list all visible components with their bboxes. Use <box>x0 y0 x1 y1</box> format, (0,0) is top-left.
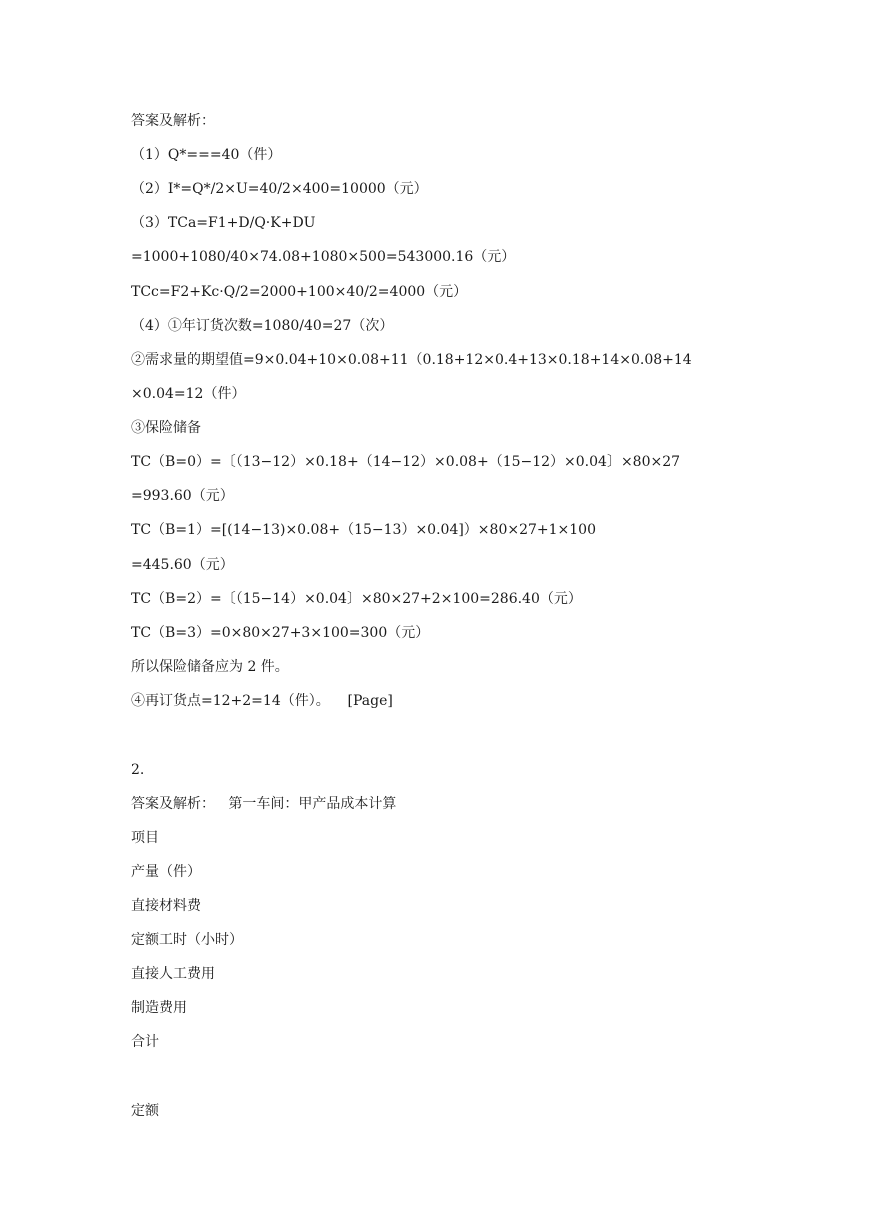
table-label-output: 产量（件） <box>131 864 201 880</box>
table-label-direct-labor: 直接人工费用 <box>131 966 215 982</box>
answer-heading-2: 答案及解析： 第一车间：甲产品成本计算 <box>131 796 397 812</box>
answer-line-conclusion: 所以保险储备应为 2 件。 <box>131 659 289 675</box>
answer-heading-1: 答案及解析： <box>131 113 215 129</box>
answer-line-tc-b1-result: =445.60（元） <box>131 557 234 573</box>
answer-line-order-count: （4）①年订货次数=1080/40=27（次） <box>131 318 394 334</box>
answer-line-tc-b0-result: =993.60（元） <box>131 488 234 504</box>
table-label-overhead: 制造费用 <box>131 1000 187 1016</box>
answer-line-tc-b2: TC（B=2）=〔（15−14）×0.04〕×80×27+2×100=286.40（元） <box>131 591 582 607</box>
answer-line-tca-formula: （3）TCa=F1+D/Q·K+DU <box>131 215 316 231</box>
answer-line-safety-stock: ③保险储备 <box>131 420 201 436</box>
question-number-2: 2. <box>131 762 145 778</box>
answer-line-i-star: （2）I*=Q*/2×U=40/2×400=10000（元） <box>131 181 428 197</box>
answer-line-reorder-point: ④再订货点=12+2=14（件）。 [Page] <box>131 693 393 709</box>
table-label-direct-material: 直接材料费 <box>131 898 201 914</box>
answer-line-tc-b1: TC（B=1）=[(14−13)×0.08+（15−13）×0.04]）×80×27+1×100 <box>131 522 596 538</box>
answer-line-expected-demand: ②需求量的期望值=9×0.04+10×0.08+11（0.18+12×0.4+13×0.18+14×0.08+14 <box>131 352 692 368</box>
answer-line-tc-b3: TC（B=3）=0×80×27+3×100=300（元） <box>131 625 430 641</box>
answer-line-tca-result: =1000+1080/40×74.08+1080×500=543000.16（元） <box>131 249 516 265</box>
answer-line-tc-b0: TC（B=0）=〔（13−12）×0.18+（14−12）×0.08+（15−12）×0.04〕×80×27 <box>131 454 681 470</box>
table-label-quota: 定额 <box>131 1103 159 1119</box>
table-label-item: 项目 <box>131 830 159 846</box>
answer-line-q-star: （1）Q*===40（件） <box>131 147 282 163</box>
answer-line-tcc: TCc=F2+Kc·Q/2=2000+100×40/2=4000（元） <box>131 284 468 300</box>
answer-line-expected-demand-cont: ×0.04=12（件） <box>131 386 246 402</box>
table-label-total: 合计 <box>131 1034 159 1050</box>
table-label-quota-hours: 定额工时（小时） <box>131 932 243 948</box>
